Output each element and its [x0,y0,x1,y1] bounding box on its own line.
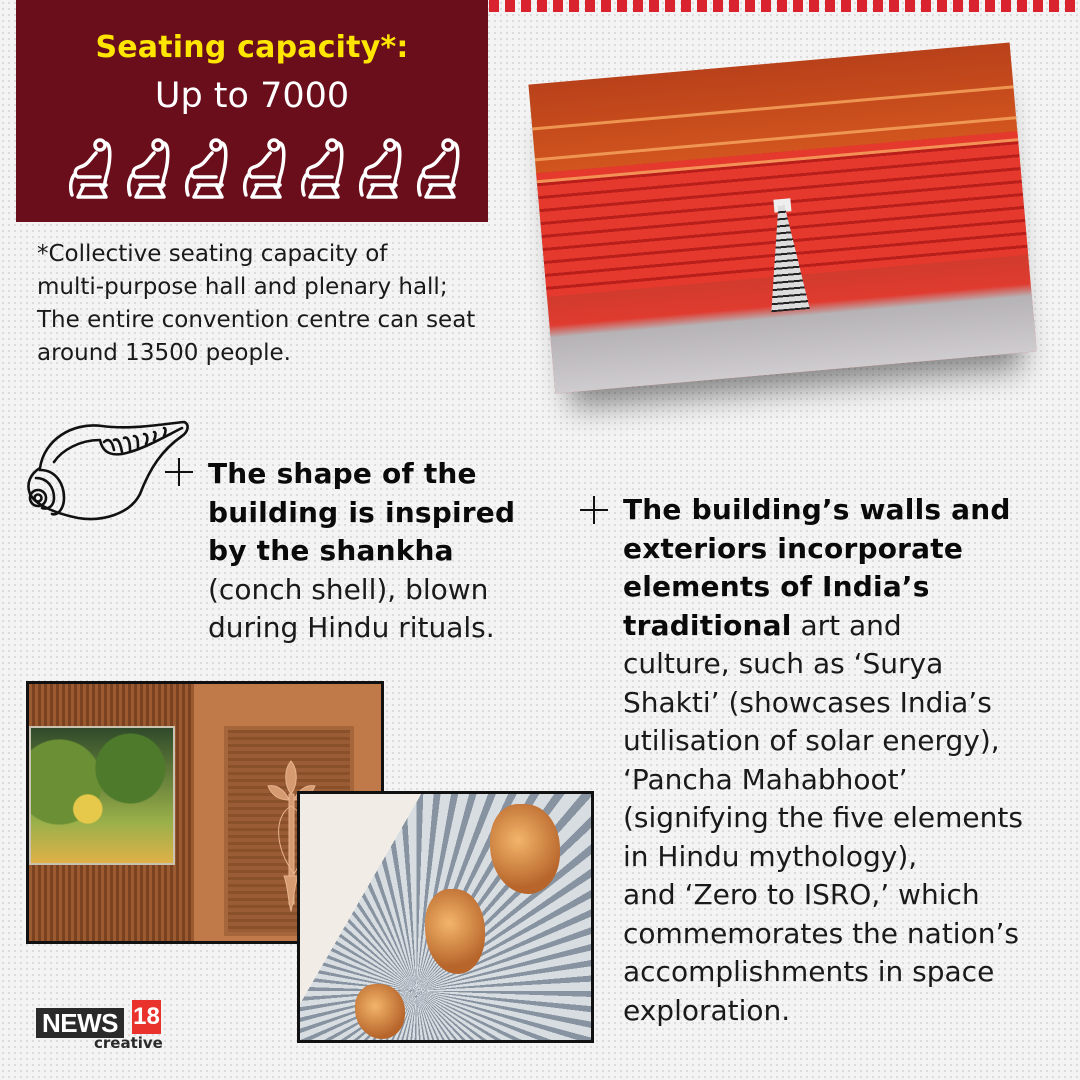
text-line: commemorates the nation’s [623,916,1019,950]
bold-line [208,494,538,533]
seating-capacity-box [16,0,488,222]
footnote-line: The entire convention centre can seat [37,307,476,333]
logo-news-text: NEWS [36,1008,124,1038]
text-line: during Hindu rituals. [208,611,495,644]
text-line: culture, such as ‘Surya [623,647,944,680]
plus-bullet-icon [580,496,608,524]
news18-creative-logo [36,1000,166,1052]
logo-18-badge: 18 [132,1000,161,1034]
text-line: exploration. [623,993,791,1027]
bold-line [623,530,1063,569]
traditional-art-description [623,491,1063,1030]
text-line: in Hindu mythology), [623,839,918,873]
seat-icon [298,135,350,201]
regular-text: art and [791,608,902,642]
seat-icon [66,135,118,201]
footnote-line: multi-purpose hall and plenary hall; [37,274,448,300]
seating-capacity-title: Seating capacity*: [95,30,409,65]
mixed-line [623,607,1063,646]
logo-creative-text: creative [94,1034,163,1052]
text-line: accomplishments in space [623,955,995,988]
seating-capacity-value: Up to 7000 [154,76,350,116]
bold-text: elements of India’s [623,570,930,603]
bold-text: building is inspired [208,495,516,529]
text-line: (signifying the five elements [623,801,1023,834]
horse-sculptures-photo [297,791,594,1043]
capacity-footnote [37,238,537,370]
bold-text: exteriors incorporate [623,531,964,565]
bold-line [208,455,538,494]
red-dashed-top-border [489,0,1080,12]
plus-bullet-icon [165,458,193,486]
text-line: utilisation of solar energy), [623,724,1000,757]
shankha-description [208,455,538,648]
bold-text: The building’s walls and [623,493,1011,526]
seat-icon [414,135,466,201]
bold-line [623,568,1063,607]
miniature-painting [29,726,175,865]
seat-icon-row [66,135,466,201]
bold-text: The shape of the [208,457,477,490]
bold-line [208,532,538,571]
bold-line [623,491,1063,530]
bold-text: traditional [623,608,792,642]
footnote-line: *Collective seating capacity of [37,241,388,267]
text-line: and ‘Zero to ISRO,’ which [623,878,980,911]
seat-icon [356,135,408,201]
bold-text: by the shankha [208,534,454,567]
ceiling-light-strip [537,138,1018,183]
text-line: Shakti’ (showcases India’s [623,685,992,719]
text-line: ‘Pancha Mahabhoot’ [623,762,908,796]
footnote-line: around 13500 people. [37,340,291,366]
text-line: (conch shell), blown [208,572,489,606]
auditorium-photo [528,43,1036,394]
auditorium-aisle [762,204,810,312]
seat-icon [124,135,176,201]
seat-icon [240,135,292,201]
seat-icon [182,135,234,201]
